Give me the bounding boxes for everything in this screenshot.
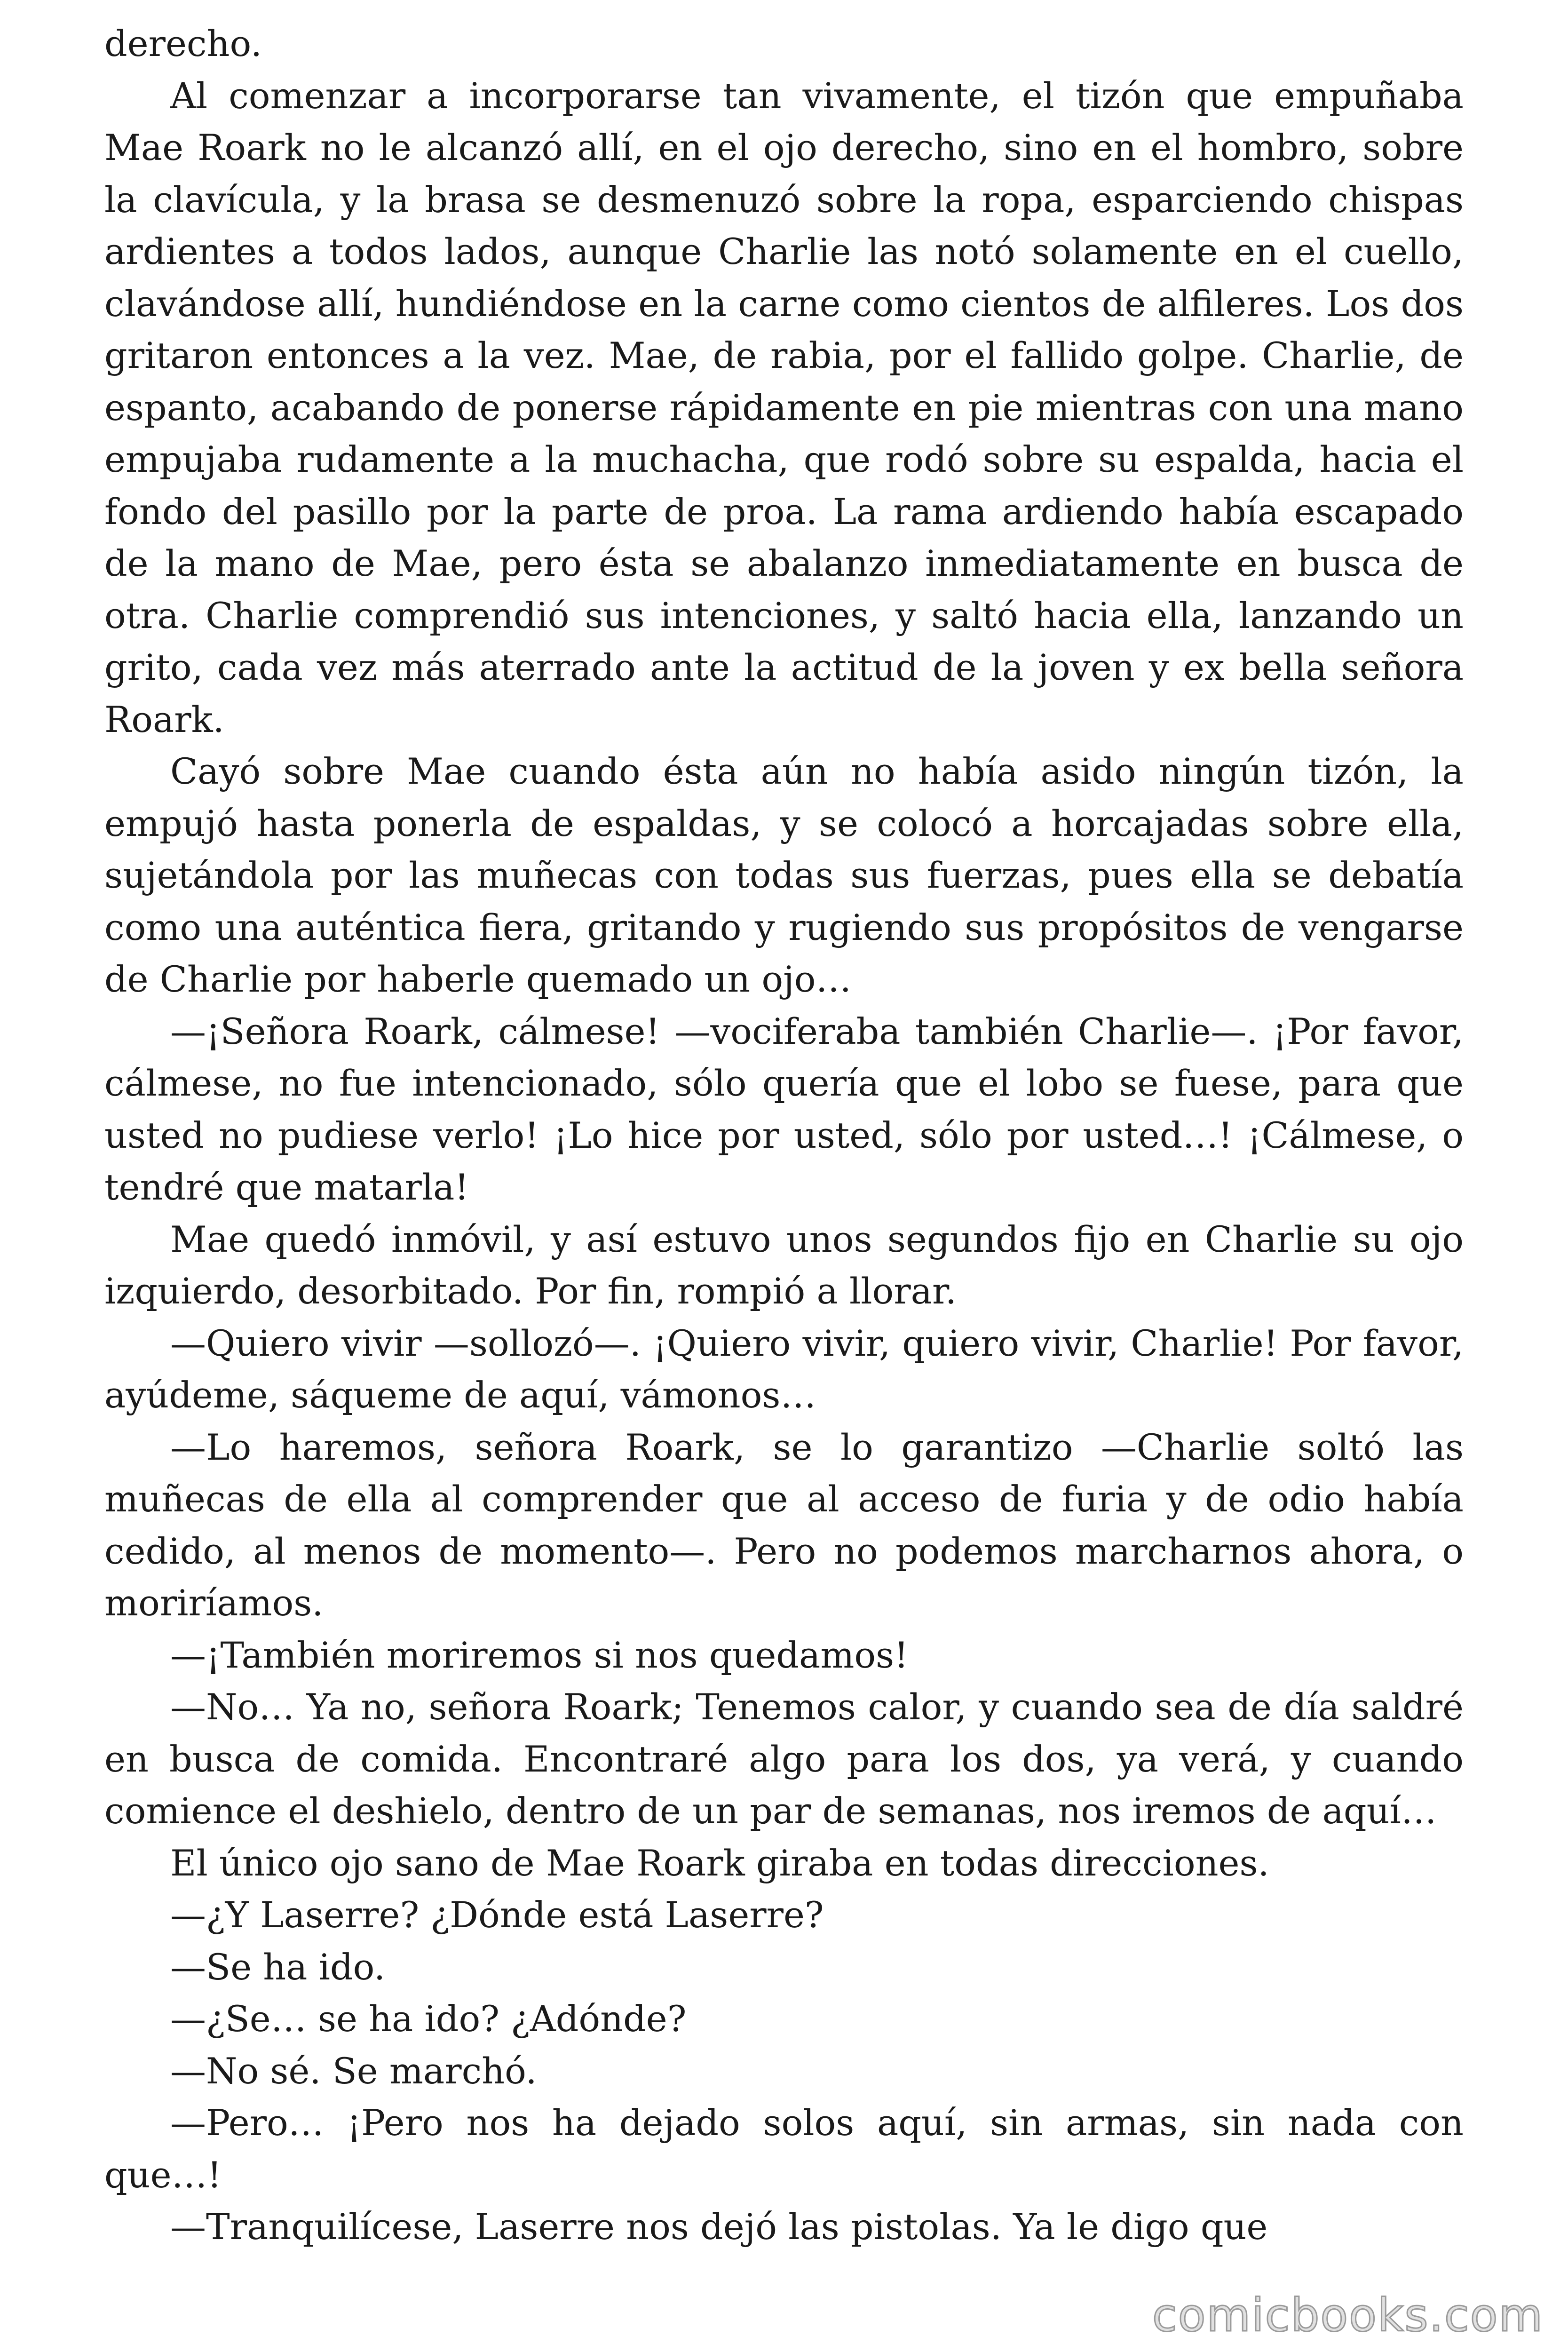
paragraph: derecho. bbox=[104, 23, 262, 64]
paragraph: —No sé. Se marchó. bbox=[170, 2050, 537, 2092]
paragraph: —Tranquilícese, Laserre nos dejó las pistolas. Ya le digo que bbox=[170, 2206, 1268, 2248]
paragraph: —Pero… ¡Pero nos ha dejado solos aquí, sin armas, sin nada con que…! bbox=[104, 2102, 1464, 2196]
paragraph: Al comenzar a incorporarse tan vivamente, el tizón que empuñaba Mae Roark no le alcanzó allí, en el ojo derecho, sino en el hombro, sobre la clavícula, y la brasa se desmenuzó sobre la ropa, esparciendo chispas ardientes a todos lados, aunque Charlie las notó solamente en el cuello, clavándose allí, hundiéndose en la carne como cientos de alfileres. Los dos gritaron entonces a la vez. Mae, de rabia, por el fallido golpe. Charlie, de espanto, acabando de ponerse rápidamente en pie mientras con una mano empujaba rudamente a la muchacha, que rodó sobre su espalda, hacia el fondo del pasillo por la parte de proa. La rama ardiendo había escapado de la mano de Mae, pero ésta se abalanzo inmediatamente en busca de otra. Charlie comprendió sus intenciones, y saltó hacia ella, lanzando un grito, cada vez más aterrado ante la actitud de la joven y ex bella señora Roark. bbox=[104, 74, 1464, 740]
paragraph: El único ojo sano de Mae Roark giraba en todas direcciones. bbox=[170, 1842, 1269, 1884]
paragraph: —No… Ya no, señora Roark; Tenemos calor, y cuando sea de día saldré en busca de comida. Encontraré algo para los dos, ya verá, y cuando comience el deshielo, dentro de un par de semanas, nos iremos de aquí… bbox=[104, 1686, 1464, 1832]
paragraph: Mae quedó inmóvil, y así estuvo unos segundos fijo en Charlie su ojo izquierdo, desorbitado. Por fin, rompió a llorar. bbox=[104, 1218, 1464, 1312]
watermark: comicbooks.com bbox=[1152, 2289, 1544, 2342]
paragraph: Cayó sobre Mae cuando ésta aún no había asido ningún tizón, la empujó hasta ponerla de espaldas, y se colocó a horcajadas sobre ella, sujetándola por las muñecas con todas sus fuerzas, pues ella se debatía como una auténtica fiera, gritando y rugiendo sus propósitos de vengarse de Charlie por haberle quemado un ojo… bbox=[104, 750, 1464, 1000]
paragraph: —¿Y Laserre? ¿Dónde está Laserre? bbox=[170, 1894, 824, 1936]
paragraph: —¡También moriremos si nos quedamos! bbox=[170, 1634, 909, 1676]
paragraph: —Quiero vivir —sollozó—. ¡Quiero vivir, quiero vivir, Charlie! Por favor, ayúdeme, sáqueme de aquí, vámonos… bbox=[104, 1322, 1464, 1416]
paragraph: —Lo haremos, señora Roark, se lo garantizo —Charlie soltó las muñecas de ella al comprender que al acceso de furia y de odio había cedido, al menos de momento—. Pero no podemos marcharnos ahora, o moriríamos. bbox=[104, 1426, 1464, 1624]
book-page-text bbox=[104, 18, 1464, 2328]
paragraph: —¡Señora Roark, cálmese! —vociferaba también Charlie—. ¡Por favor, cálmese, no fue intencionado, sólo quería que el lobo se fuese, para que usted no pudiese verlo! ¡Lo hice por usted, sólo por usted…! ¡Cálmese, o tendré que matarla! bbox=[104, 1010, 1464, 1208]
paragraph: —Se ha ido. bbox=[170, 1946, 386, 1988]
paragraph: —¿Se… se ha ido? ¿Adónde? bbox=[170, 1998, 687, 2040]
